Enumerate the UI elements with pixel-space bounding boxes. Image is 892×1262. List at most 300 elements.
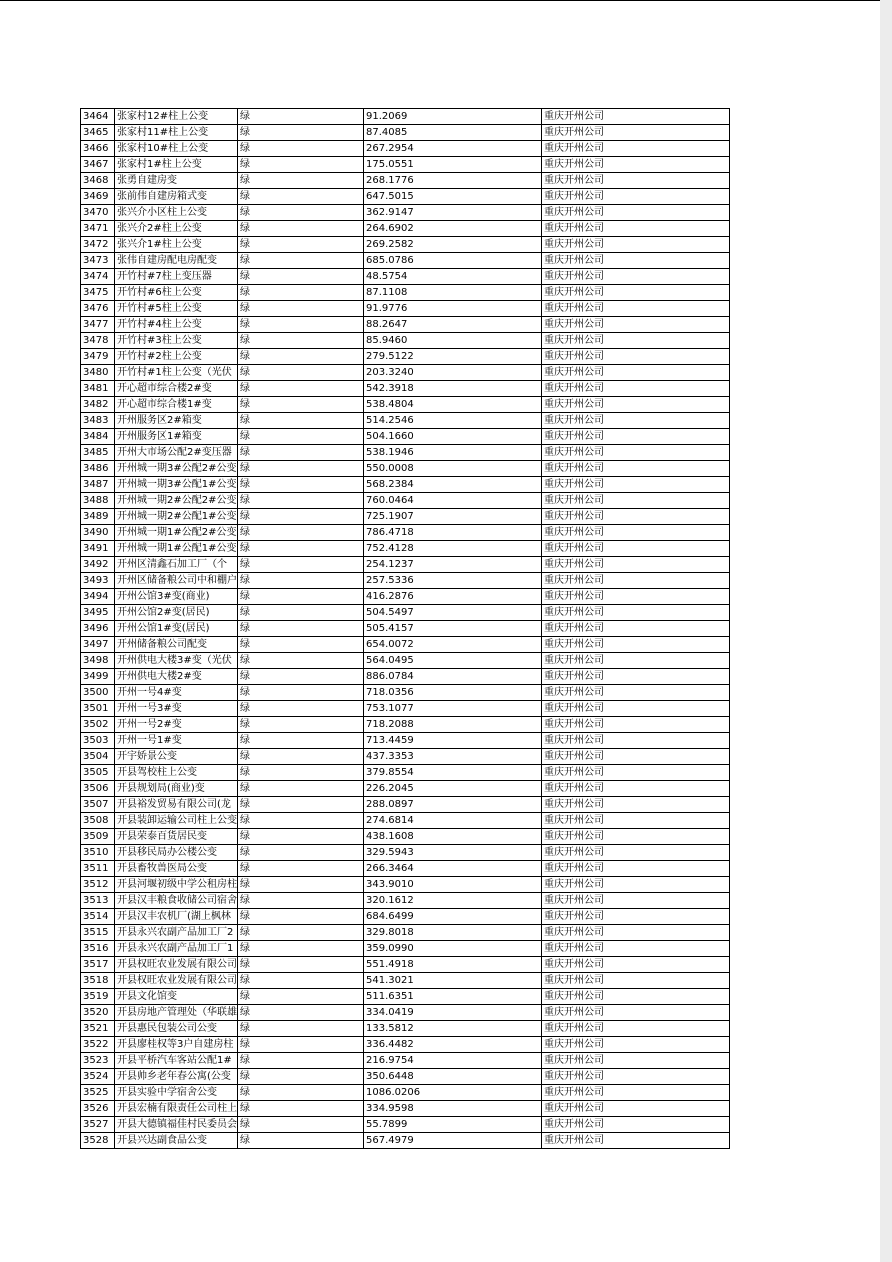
row-company-cell: 重庆开州公司 — [542, 125, 730, 141]
row-id-cell: 3492 — [81, 557, 115, 573]
row-id-cell: 3486 — [81, 461, 115, 477]
row-name-cell: 开县大德镇福佳村民委员会 — [115, 1117, 238, 1133]
table-row — [81, 717, 730, 733]
row-id-cell: 3527 — [81, 1117, 115, 1133]
row-name-cell: 开县移民局办公楼公变 — [115, 845, 238, 861]
row-value-cell: 87.4085 — [364, 125, 542, 141]
row-id-cell: 3478 — [81, 333, 115, 349]
table-row — [81, 221, 730, 237]
row-value-cell: 343.9010 — [364, 877, 542, 893]
row-id-cell: 3468 — [81, 173, 115, 189]
row-name-cell: 张勇自建房变 — [115, 173, 238, 189]
row-company-cell: 重庆开州公司 — [542, 669, 730, 685]
row-value-cell: 551.4918 — [364, 957, 542, 973]
row-company-cell: 重庆开州公司 — [542, 701, 730, 717]
table-row — [81, 877, 730, 893]
row-name-cell: 开州公馆1#变(居民) — [115, 621, 238, 637]
row-level-cell: 绿 — [238, 749, 364, 765]
row-level-cell: 绿 — [238, 829, 364, 845]
row-value-cell: 279.5122 — [364, 349, 542, 365]
row-id-cell: 3510 — [81, 845, 115, 861]
row-name-cell: 开州公馆3#变(商业) — [115, 589, 238, 605]
row-name-cell: 张家村1#柱上公变 — [115, 157, 238, 173]
table-row — [81, 925, 730, 941]
row-value-cell: 91.2069 — [364, 109, 542, 125]
table-row — [81, 605, 730, 621]
row-id-cell: 3485 — [81, 445, 115, 461]
row-company-cell: 重庆开州公司 — [542, 621, 730, 637]
row-value-cell: 504.5497 — [364, 605, 542, 621]
row-value-cell: 362.9147 — [364, 205, 542, 221]
table-row — [81, 141, 730, 157]
row-name-cell: 张兴介小区柱上公变 — [115, 205, 238, 221]
row-value-cell: 718.0356 — [364, 685, 542, 701]
table-row — [81, 845, 730, 861]
row-name-cell: 张家村12#柱上公变 — [115, 109, 238, 125]
row-name-cell: 开州一号1#变 — [115, 733, 238, 749]
table-body — [81, 109, 730, 1149]
row-value-cell: 504.1660 — [364, 429, 542, 445]
row-company-cell: 重庆开州公司 — [542, 221, 730, 237]
row-level-cell: 绿 — [238, 1101, 364, 1117]
row-level-cell: 绿 — [238, 621, 364, 637]
row-value-cell: 514.2546 — [364, 413, 542, 429]
row-name-cell: 开县汉丰农机厂(湖上枫林 — [115, 909, 238, 925]
row-level-cell: 绿 — [238, 573, 364, 589]
table-row — [81, 1133, 730, 1149]
row-level-cell: 绿 — [238, 429, 364, 445]
table-row — [81, 797, 730, 813]
row-name-cell: 开县规划局(商业)变 — [115, 781, 238, 797]
row-level-cell: 绿 — [238, 1117, 364, 1133]
row-id-cell: 3516 — [81, 941, 115, 957]
table-row — [81, 109, 730, 125]
row-id-cell: 3482 — [81, 397, 115, 413]
table-row — [81, 989, 730, 1005]
table-row — [81, 253, 730, 269]
row-id-cell: 3488 — [81, 493, 115, 509]
table-row — [81, 1069, 730, 1085]
row-company-cell: 重庆开州公司 — [542, 1101, 730, 1117]
row-value-cell: 438.1608 — [364, 829, 542, 845]
row-company-cell: 重庆开州公司 — [542, 429, 730, 445]
row-name-cell: 开县装卸运输公司柱上公变 — [115, 813, 238, 829]
row-company-cell: 重庆开州公司 — [542, 461, 730, 477]
row-value-cell: 538.4804 — [364, 397, 542, 413]
row-name-cell: 开县文化馆变 — [115, 989, 238, 1005]
row-name-cell: 开竹村#6柱上公变 — [115, 285, 238, 301]
row-level-cell: 绿 — [238, 541, 364, 557]
row-level-cell: 绿 — [238, 1085, 364, 1101]
row-company-cell: 重庆开州公司 — [542, 1037, 730, 1053]
row-id-cell: 3483 — [81, 413, 115, 429]
table-row — [81, 653, 730, 669]
row-name-cell: 开竹村#7柱上变压器 — [115, 269, 238, 285]
row-company-cell: 重庆开州公司 — [542, 157, 730, 173]
row-value-cell: 1086.0206 — [364, 1085, 542, 1101]
row-level-cell: 绿 — [238, 1069, 364, 1085]
row-company-cell: 重庆开州公司 — [542, 845, 730, 861]
row-level-cell: 绿 — [238, 797, 364, 813]
row-level-cell: 绿 — [238, 701, 364, 717]
row-company-cell: 重庆开州公司 — [542, 525, 730, 541]
row-level-cell: 绿 — [238, 973, 364, 989]
row-level-cell: 绿 — [238, 813, 364, 829]
row-name-cell: 开县河堰初级中学公租房柱 — [115, 877, 238, 893]
row-name-cell: 开州区清鑫石加工厂（个 — [115, 557, 238, 573]
table-row — [81, 1037, 730, 1053]
row-name-cell: 开州城一期3#公配2#公变 — [115, 461, 238, 477]
row-id-cell: 3524 — [81, 1069, 115, 1085]
row-company-cell: 重庆开州公司 — [542, 733, 730, 749]
row-level-cell: 绿 — [238, 365, 364, 381]
table-row — [81, 1021, 730, 1037]
row-level-cell: 绿 — [238, 861, 364, 877]
row-id-cell: 3494 — [81, 589, 115, 605]
row-value-cell: 334.0419 — [364, 1005, 542, 1021]
row-name-cell: 开宇娇景公变 — [115, 749, 238, 765]
row-company-cell: 重庆开州公司 — [542, 637, 730, 653]
row-company-cell: 重庆开州公司 — [542, 749, 730, 765]
row-value-cell: 87.1108 — [364, 285, 542, 301]
page-top-border — [0, 0, 880, 1]
row-company-cell: 重庆开州公司 — [542, 1133, 730, 1149]
row-level-cell: 绿 — [238, 525, 364, 541]
table-row — [81, 637, 730, 653]
row-name-cell: 张兴介1#柱上公变 — [115, 237, 238, 253]
row-value-cell: 288.0897 — [364, 797, 542, 813]
row-level-cell: 绿 — [238, 509, 364, 525]
row-company-cell: 重庆开州公司 — [542, 813, 730, 829]
row-level-cell: 绿 — [238, 333, 364, 349]
row-name-cell: 开县汉丰粮食收储公司宿舍 — [115, 893, 238, 909]
row-value-cell: 359.0990 — [364, 941, 542, 957]
row-name-cell: 开县驾校柱上公变 — [115, 765, 238, 781]
row-level-cell: 绿 — [238, 989, 364, 1005]
row-name-cell: 开州区储备粮公司中和棚户 — [115, 573, 238, 589]
row-name-cell: 开州城一期3#公配1#公变 — [115, 477, 238, 493]
row-name-cell: 开县廖桂权等3户自建房柱 — [115, 1037, 238, 1053]
table-row — [81, 269, 730, 285]
row-level-cell: 绿 — [238, 157, 364, 173]
row-company-cell: 重庆开州公司 — [542, 333, 730, 349]
row-level-cell: 绿 — [238, 253, 364, 269]
row-name-cell: 开县实验中学宿舍公变 — [115, 1085, 238, 1101]
row-company-cell: 重庆开州公司 — [542, 1005, 730, 1021]
row-company-cell: 重庆开州公司 — [542, 317, 730, 333]
row-level-cell: 绿 — [238, 941, 364, 957]
table-row — [81, 189, 730, 205]
row-value-cell: 350.6448 — [364, 1069, 542, 1085]
table-row — [81, 1053, 730, 1069]
row-level-cell: 绿 — [238, 1005, 364, 1021]
row-level-cell: 绿 — [238, 221, 364, 237]
row-company-cell: 重庆开州公司 — [542, 989, 730, 1005]
row-value-cell: 203.3240 — [364, 365, 542, 381]
row-name-cell: 开竹村#3柱上公变 — [115, 333, 238, 349]
table-row — [81, 573, 730, 589]
row-value-cell: 268.1776 — [364, 173, 542, 189]
row-level-cell: 绿 — [238, 637, 364, 653]
row-company-cell: 重庆开州公司 — [542, 413, 730, 429]
transformer-table — [80, 108, 730, 1149]
row-company-cell: 重庆开州公司 — [542, 253, 730, 269]
row-id-cell: 3487 — [81, 477, 115, 493]
row-value-cell: 334.9598 — [364, 1101, 542, 1117]
row-id-cell: 3507 — [81, 797, 115, 813]
row-id-cell: 3499 — [81, 669, 115, 685]
row-level-cell: 绿 — [238, 301, 364, 317]
table-row — [81, 733, 730, 749]
row-id-cell: 3464 — [81, 109, 115, 125]
table-row — [81, 589, 730, 605]
row-id-cell: 3512 — [81, 877, 115, 893]
row-company-cell: 重庆开州公司 — [542, 301, 730, 317]
row-level-cell: 绿 — [238, 349, 364, 365]
row-company-cell: 重庆开州公司 — [542, 797, 730, 813]
row-value-cell: 88.2647 — [364, 317, 542, 333]
row-level-cell: 绿 — [238, 781, 364, 797]
row-level-cell: 绿 — [238, 589, 364, 605]
table-row — [81, 461, 730, 477]
row-value-cell: 91.9776 — [364, 301, 542, 317]
row-company-cell: 重庆开州公司 — [542, 541, 730, 557]
table-row — [81, 557, 730, 573]
row-company-cell: 重庆开州公司 — [542, 605, 730, 621]
row-id-cell: 3467 — [81, 157, 115, 173]
row-company-cell: 重庆开州公司 — [542, 957, 730, 973]
row-value-cell: 226.2045 — [364, 781, 542, 797]
row-id-cell: 3521 — [81, 1021, 115, 1037]
row-name-cell: 开州城一期2#公配2#公变 — [115, 493, 238, 509]
row-value-cell: 266.3464 — [364, 861, 542, 877]
row-company-cell: 重庆开州公司 — [542, 941, 730, 957]
row-name-cell: 开县裕发贸易有限公司(龙 — [115, 797, 238, 813]
row-id-cell: 3479 — [81, 349, 115, 365]
row-company-cell: 重庆开州公司 — [542, 1085, 730, 1101]
row-name-cell: 开州一号3#变 — [115, 701, 238, 717]
row-value-cell: 175.0551 — [364, 157, 542, 173]
row-id-cell: 3481 — [81, 381, 115, 397]
row-id-cell: 3528 — [81, 1133, 115, 1149]
row-company-cell: 重庆开州公司 — [542, 173, 730, 189]
row-company-cell: 重庆开州公司 — [542, 781, 730, 797]
row-id-cell: 3493 — [81, 573, 115, 589]
row-company-cell: 重庆开州公司 — [542, 877, 730, 893]
table-row — [81, 301, 730, 317]
row-company-cell: 重庆开州公司 — [542, 381, 730, 397]
row-level-cell: 绿 — [238, 605, 364, 621]
table-row — [81, 829, 730, 845]
row-value-cell: 542.3918 — [364, 381, 542, 397]
table-row — [81, 781, 730, 797]
row-name-cell: 张前伟自建房箱式变 — [115, 189, 238, 205]
table-row — [81, 493, 730, 509]
row-name-cell: 开竹村#4柱上公变 — [115, 317, 238, 333]
table-row — [81, 765, 730, 781]
row-name-cell: 开州一号2#变 — [115, 717, 238, 733]
row-id-cell: 3496 — [81, 621, 115, 637]
table-row — [81, 909, 730, 925]
row-level-cell: 绿 — [238, 173, 364, 189]
row-id-cell: 3517 — [81, 957, 115, 973]
row-level-cell: 绿 — [238, 461, 364, 477]
table-row — [81, 685, 730, 701]
table-row — [81, 621, 730, 637]
row-value-cell: 886.0784 — [364, 669, 542, 685]
table-row — [81, 413, 730, 429]
row-value-cell: 416.2876 — [364, 589, 542, 605]
row-name-cell: 开县房地产管理处（华联雄 — [115, 1005, 238, 1021]
row-company-cell: 重庆开州公司 — [542, 189, 730, 205]
row-company-cell: 重庆开州公司 — [542, 269, 730, 285]
row-value-cell: 713.4459 — [364, 733, 542, 749]
row-level-cell: 绿 — [238, 717, 364, 733]
table-row — [81, 541, 730, 557]
row-id-cell: 3474 — [81, 269, 115, 285]
row-name-cell: 开州公馆2#变(居民) — [115, 605, 238, 621]
row-company-cell: 重庆开州公司 — [542, 397, 730, 413]
row-company-cell: 重庆开州公司 — [542, 829, 730, 845]
table-row — [81, 893, 730, 909]
row-value-cell: 786.4718 — [364, 525, 542, 541]
table-row — [81, 1005, 730, 1021]
row-value-cell: 254.1237 — [364, 557, 542, 573]
row-id-cell: 3515 — [81, 925, 115, 941]
row-id-cell: 3491 — [81, 541, 115, 557]
row-value-cell: 550.0008 — [364, 461, 542, 477]
row-level-cell: 绿 — [238, 685, 364, 701]
row-company-cell: 重庆开州公司 — [542, 557, 730, 573]
row-company-cell: 重庆开州公司 — [542, 1021, 730, 1037]
row-value-cell: 647.5015 — [364, 189, 542, 205]
table-row — [81, 477, 730, 493]
row-name-cell: 开县永兴农副产品加工厂1 — [115, 941, 238, 957]
row-id-cell: 3523 — [81, 1053, 115, 1069]
row-value-cell: 685.0786 — [364, 253, 542, 269]
table-row — [81, 205, 730, 221]
row-value-cell: 568.2384 — [364, 477, 542, 493]
row-name-cell: 开州城一期2#公配1#公变 — [115, 509, 238, 525]
row-value-cell: 752.4128 — [364, 541, 542, 557]
row-level-cell: 绿 — [238, 557, 364, 573]
row-name-cell: 开县宏楠有限责任公司柱上 — [115, 1101, 238, 1117]
row-level-cell: 绿 — [238, 189, 364, 205]
row-id-cell: 3504 — [81, 749, 115, 765]
row-company-cell: 重庆开州公司 — [542, 285, 730, 301]
row-level-cell: 绿 — [238, 669, 364, 685]
row-level-cell: 绿 — [238, 125, 364, 141]
table-row — [81, 701, 730, 717]
row-id-cell: 3469 — [81, 189, 115, 205]
row-level-cell: 绿 — [238, 845, 364, 861]
row-level-cell: 绿 — [238, 925, 364, 941]
row-company-cell: 重庆开州公司 — [542, 1069, 730, 1085]
page-right-edge — [880, 0, 892, 1262]
table-row — [81, 285, 730, 301]
row-value-cell: 133.5812 — [364, 1021, 542, 1037]
row-company-cell: 重庆开州公司 — [542, 925, 730, 941]
row-name-cell: 开县荣泰百货居民变 — [115, 829, 238, 845]
table-row — [81, 813, 730, 829]
row-id-cell: 3470 — [81, 205, 115, 221]
row-level-cell: 绿 — [238, 893, 364, 909]
row-name-cell: 开竹村#1柱上公变（光伏 — [115, 365, 238, 381]
row-name-cell: 开州大市场公配2#变压器 — [115, 445, 238, 461]
row-id-cell: 3502 — [81, 717, 115, 733]
row-company-cell: 重庆开州公司 — [542, 1117, 730, 1133]
table-row — [81, 1117, 730, 1133]
row-level-cell: 绿 — [238, 1021, 364, 1037]
row-id-cell: 3471 — [81, 221, 115, 237]
row-level-cell: 绿 — [238, 141, 364, 157]
row-company-cell: 重庆开州公司 — [542, 141, 730, 157]
row-level-cell: 绿 — [238, 237, 364, 253]
row-id-cell: 3480 — [81, 365, 115, 381]
row-company-cell: 重庆开州公司 — [542, 973, 730, 989]
row-value-cell: 718.2088 — [364, 717, 542, 733]
row-level-cell: 绿 — [238, 285, 364, 301]
row-value-cell: 320.1612 — [364, 893, 542, 909]
row-value-cell: 55.7899 — [364, 1117, 542, 1133]
row-value-cell: 564.0495 — [364, 653, 542, 669]
row-level-cell: 绿 — [238, 381, 364, 397]
row-id-cell: 3525 — [81, 1085, 115, 1101]
row-level-cell: 绿 — [238, 957, 364, 973]
row-company-cell: 重庆开州公司 — [542, 717, 730, 733]
row-company-cell: 重庆开州公司 — [542, 573, 730, 589]
row-level-cell: 绿 — [238, 1133, 364, 1149]
row-name-cell: 开县权旺农业发展有限公司 — [115, 973, 238, 989]
row-value-cell: 684.6499 — [364, 909, 542, 925]
row-name-cell: 开县帅乡老年春公寓(公变 — [115, 1069, 238, 1085]
table-row — [81, 445, 730, 461]
row-value-cell: 567.4979 — [364, 1133, 542, 1149]
row-name-cell: 开心超市综合楼2#变 — [115, 381, 238, 397]
row-level-cell: 绿 — [238, 477, 364, 493]
row-name-cell: 开州城一期1#公配2#公变 — [115, 525, 238, 541]
row-id-cell: 3476 — [81, 301, 115, 317]
row-id-cell: 3475 — [81, 285, 115, 301]
table-row — [81, 1085, 730, 1101]
table-row — [81, 317, 730, 333]
row-name-cell: 开县永兴农副产品加工厂2 — [115, 925, 238, 941]
row-id-cell: 3513 — [81, 893, 115, 909]
table-row — [81, 861, 730, 877]
row-id-cell: 3465 — [81, 125, 115, 141]
row-level-cell: 绿 — [238, 317, 364, 333]
row-value-cell: 753.1077 — [364, 701, 542, 717]
row-id-cell: 3489 — [81, 509, 115, 525]
row-name-cell: 开州城一期1#公配1#公变 — [115, 541, 238, 557]
row-name-cell: 开竹村#2柱上公变 — [115, 349, 238, 365]
row-company-cell: 重庆开州公司 — [542, 365, 730, 381]
row-company-cell: 重庆开州公司 — [542, 1053, 730, 1069]
row-company-cell: 重庆开州公司 — [542, 861, 730, 877]
row-level-cell: 绿 — [238, 445, 364, 461]
row-level-cell: 绿 — [238, 397, 364, 413]
row-id-cell: 3497 — [81, 637, 115, 653]
row-id-cell: 3472 — [81, 237, 115, 253]
row-value-cell: 274.6814 — [364, 813, 542, 829]
row-company-cell: 重庆开州公司 — [542, 909, 730, 925]
row-company-cell: 重庆开州公司 — [542, 893, 730, 909]
row-level-cell: 绿 — [238, 1053, 364, 1069]
row-value-cell: 538.1946 — [364, 445, 542, 461]
row-value-cell: 48.5754 — [364, 269, 542, 285]
row-value-cell: 760.0464 — [364, 493, 542, 509]
table-row — [81, 349, 730, 365]
